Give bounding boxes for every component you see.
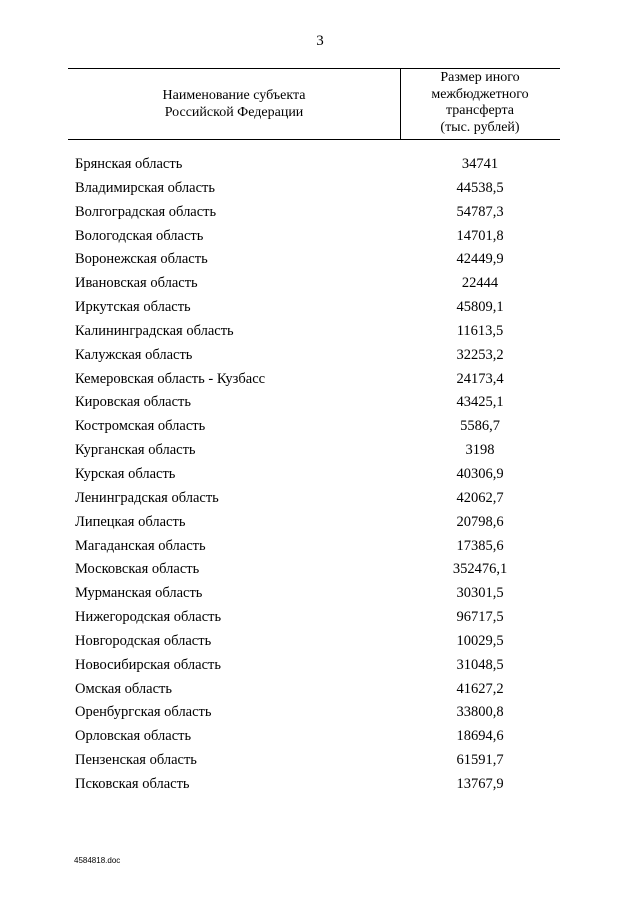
region-name: Курская область [75,465,176,482]
region-name: Новосибирская область [75,656,221,673]
table-row [0,655,640,679]
table-row [0,178,640,202]
header-value-column [400,70,560,136]
table-row [0,345,640,369]
region-name: Волгоградская область [75,203,217,220]
region-name: Оренбургская область [75,704,212,721]
header-name-line: Российской Федерации [164,105,304,120]
transfer-amount: 11613,5 [456,322,504,339]
region-name: Нижегородская область [75,609,222,626]
table-row [0,512,640,536]
region-name: Владимирская область [75,179,215,196]
table-row [0,774,640,798]
region-name: Брянская область [75,156,183,172]
region-name: Пензенская область [75,752,197,769]
region-name: Вологодская область [75,227,204,244]
transfer-amount: 41627,2 [456,680,504,697]
transfer-amount: 14701,8 [456,227,504,244]
region-name: Псковская область [75,775,190,792]
table-row [0,249,640,273]
table-row [0,202,640,226]
header-name-column [68,87,400,121]
region-name: Курганская область [75,442,196,459]
transfer-amount: 31048,5 [456,656,504,673]
table-row [0,536,640,560]
transfer-amount: 32253,2 [456,346,504,363]
transfer-amount: 54787,3 [456,203,504,220]
transfer-amount: 5586,7 [460,418,500,435]
transfer-amount: 42062,7 [456,489,504,506]
transfer-amount: 20798,6 [456,513,504,530]
transfer-amount: 34741 [461,156,499,172]
transfer-amount: 13767,9 [456,775,504,792]
table-row [0,559,640,583]
header-value-line: трансферта [446,103,514,118]
header-value-line: Размер иного [440,70,520,85]
table-row [0,679,640,703]
transfer-amount: 24173,4 [456,370,504,387]
page-number: 3 [316,33,324,49]
region-name: Магаданская область [75,537,206,554]
header-name-line: Наименование субъекта [162,88,306,103]
document-reference: 4584818.doc [74,856,121,865]
table-row [0,440,640,464]
transfer-amount: 352476,1 [452,561,508,578]
table-row [0,273,640,297]
table-row [0,607,640,631]
transfer-amount: 10029,5 [456,632,504,649]
table-row [0,369,640,393]
transfer-amount: 33800,8 [456,704,504,721]
transfer-amount: 44538,5 [456,179,504,196]
region-name: Орловская область [75,728,192,745]
region-name: Мурманская область [75,585,203,602]
transfer-amount: 42449,9 [456,251,504,268]
transfer-amount: 45809,1 [456,299,504,316]
region-name: Новгородская область [75,632,212,649]
transfer-amount: 40306,9 [456,465,504,482]
transfer-amount: 30301,5 [456,585,504,602]
region-name: Калининградская область [75,322,234,339]
header-value-line: (тыс. рублей) [440,119,520,135]
table-body [0,154,640,798]
table-row [0,702,640,726]
region-name: Кемеровская область - Кузбасс [75,370,266,387]
table-header-bottom-rule [68,139,560,140]
region-name: Омская область [75,680,172,697]
table-row [0,297,640,321]
table-row [0,416,640,440]
transfer-amount: 3198 [465,442,495,459]
table-row [0,464,640,488]
region-name: Ивановская область [75,275,198,292]
region-name: Воронежская область [75,251,208,268]
transfer-amount: 22444 [461,275,499,292]
table-row [0,583,640,607]
table-row [0,392,640,416]
header-value-line: межбюджетного [431,86,529,102]
table-row [0,154,640,178]
table-row [0,226,640,250]
region-name: Московская область [75,561,200,578]
region-name: Костромская область [75,418,206,435]
transfer-amount: 43425,1 [456,394,504,411]
region-name: Липецкая область [75,513,186,530]
transfer-amount: 61591,7 [456,752,504,769]
table-top-rule [68,68,560,69]
region-name: Ленинградская область [75,489,219,506]
table-row [0,631,640,655]
region-name: Калужская область [75,346,193,363]
table-row [0,321,640,345]
region-name: Иркутская область [75,299,191,316]
table-row [0,750,640,774]
table-row [0,488,640,512]
transfer-amount: 96717,5 [456,609,504,626]
transfer-amount: 17385,6 [456,537,504,554]
table-row [0,726,640,750]
region-name: Кировская область [75,394,192,411]
transfer-amount: 18694,6 [456,728,504,745]
